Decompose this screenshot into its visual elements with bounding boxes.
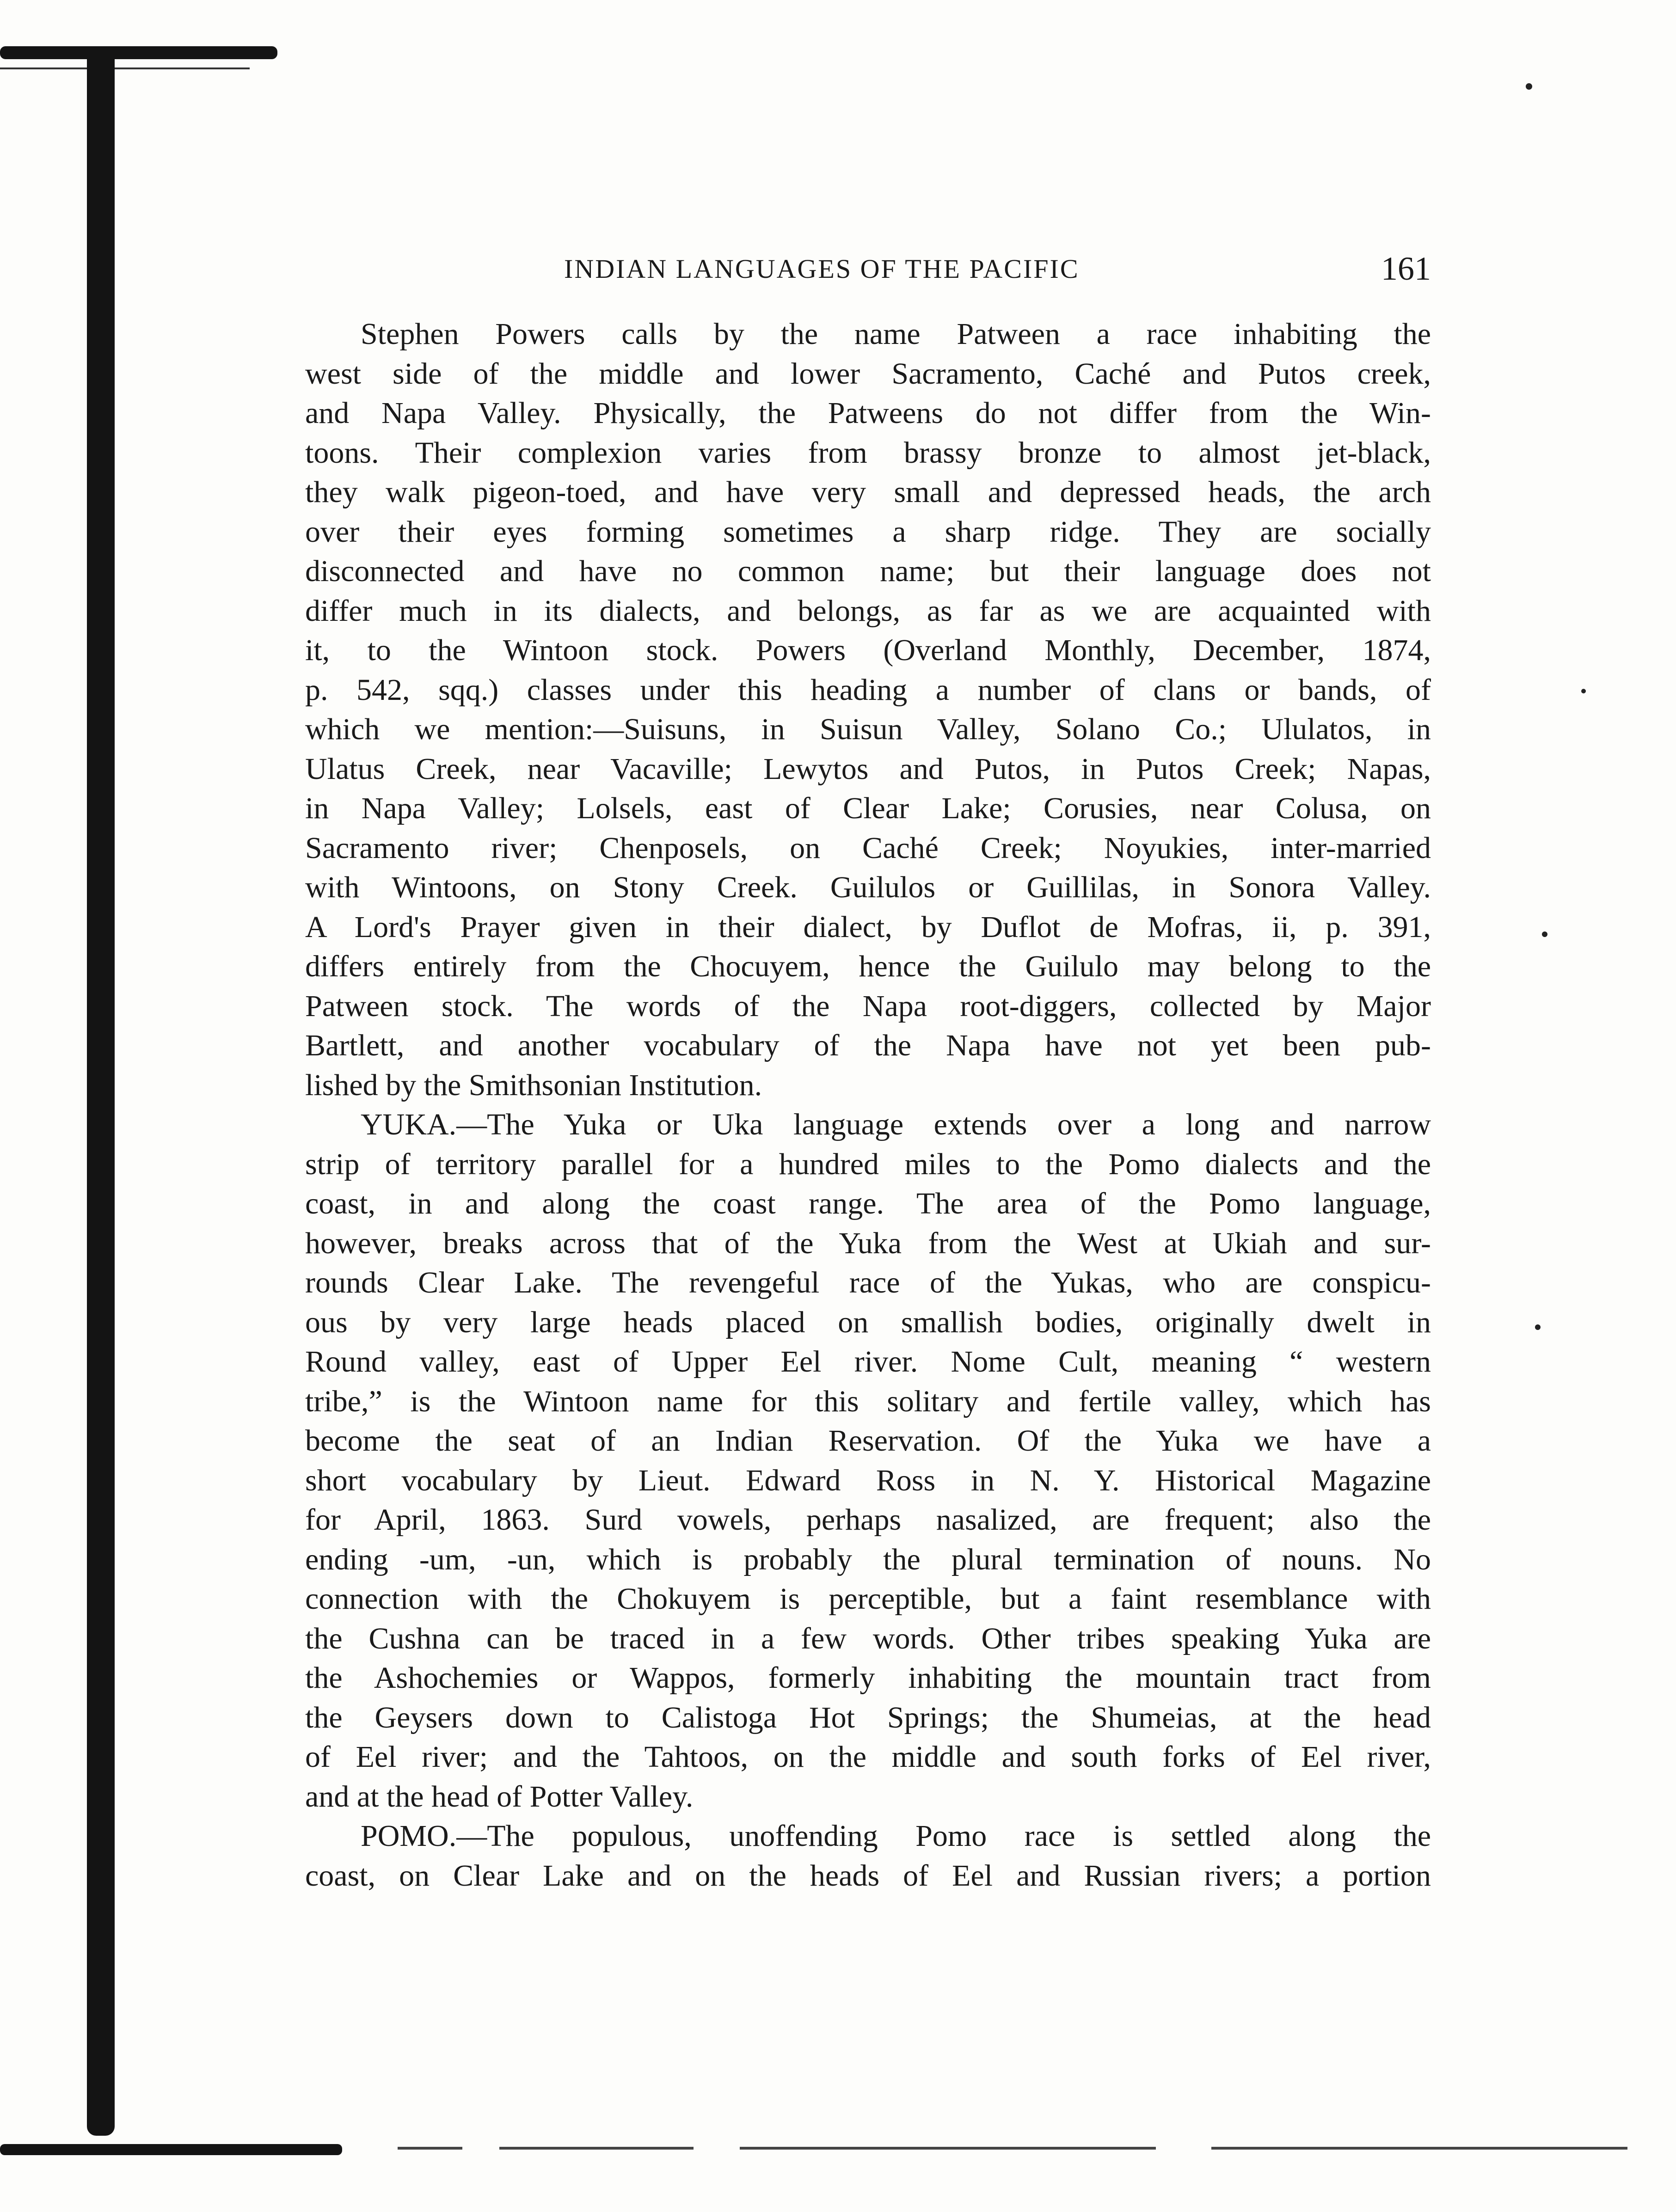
text-line: short vocabulary by Lieut. Edward Ross in N. Y. Historical Magazine bbox=[305, 1463, 1431, 1497]
text-line: become the seat of an Indian Reservation. Of the Yuka we have a bbox=[305, 1424, 1431, 1458]
running-title: INDIAN LANGUAGES OF THE PACIFIC bbox=[564, 254, 1080, 284]
text-line: Bartlett, and another vocabulary of the Napa have not yet been pub- bbox=[305, 1029, 1431, 1062]
binding-bottom-rule bbox=[0, 2144, 342, 2155]
text-line: it, to the Wintoon stock. Powers (Overland Monthly, December, 1874, bbox=[305, 633, 1431, 667]
text-line: and Napa Valley. Physically, the Patweens do not differ from the Win- bbox=[305, 396, 1431, 430]
text-line: differ much in its dialects, and belongs, as far as we are acquainted with bbox=[305, 594, 1431, 628]
text-line: Sacramento river; Chenposels, on Caché Creek; Noyukies, inter-married bbox=[305, 831, 1431, 865]
text-line: in Napa Valley; Lolsels, east of Clear Lake; Corusies, near Colusa, on bbox=[305, 791, 1431, 825]
text-line: POMO.—The populous, unoffending Pomo race is settled along the bbox=[361, 1819, 1431, 1853]
running-header bbox=[305, 250, 1431, 290]
bottom-dash bbox=[499, 2147, 694, 2150]
binding-top-rule bbox=[0, 46, 277, 59]
text-line: the Geysers down to Calistoga Hot Springs; the Shumeias, at the head bbox=[305, 1700, 1431, 1734]
text-line: strip of territory parallel for a hundred miles to the Pomo dialects and the bbox=[305, 1147, 1431, 1181]
text-line: the Cushna can be traced in a few words. Other tribes speaking Yuka are bbox=[305, 1621, 1431, 1655]
text-line: over their eyes forming sometimes a sharp ridge. They are socially bbox=[305, 515, 1431, 549]
scan-speck bbox=[1535, 1324, 1541, 1330]
text-line: tribe,” is the Wintoon name for this solitary and fertile valley, which has bbox=[305, 1384, 1431, 1418]
text-line: for April, 1863. Surd vowels, perhaps nasalized, are frequent; also the bbox=[305, 1503, 1431, 1537]
bottom-dash bbox=[740, 2147, 1156, 2150]
text-line: ous by very large heads placed on smallish bodies, originally dwelt in bbox=[305, 1305, 1431, 1339]
text-line: toons. Their complexion varies from brassy bronze to almost jet-black, bbox=[305, 435, 1431, 470]
text-line: the Ashochemies or Wappos, formerly inhabiting the mountain tract from bbox=[305, 1661, 1431, 1695]
text-line: coast, on Clear Lake and on the heads of Eel and Russian rivers; a portion bbox=[305, 1858, 1431, 1893]
text-line: with Wintoons, on Stony Creek. Guilulos or Guillilas, in Sonora Valley. bbox=[305, 870, 1431, 904]
text-line: coast, in and along the coast range. The area of the Pomo language, bbox=[305, 1187, 1431, 1220]
text-line: Stephen Powers calls by the name Patween a race inhabiting the bbox=[361, 317, 1431, 351]
text-line: however, breaks across that of the Yuka from the West at Ukiah and sur- bbox=[305, 1226, 1431, 1260]
bottom-dash bbox=[398, 2147, 462, 2150]
text-line: Patween stock. The words of the Napa root-diggers, collected by Major bbox=[305, 989, 1431, 1023]
text-line: which we mention:—Suisuns, in Suisun Valley, Solano Co.; Ululatos, in bbox=[305, 712, 1431, 746]
scan-speck bbox=[1526, 83, 1532, 90]
body-text bbox=[305, 314, 1431, 1895]
text-line: they walk pigeon-toed, and have very small and depressed heads, the arch bbox=[305, 475, 1431, 509]
text-line: YUKA.—The Yuka or Uka language extends over a long and narrow bbox=[361, 1108, 1431, 1141]
text-line: lished by the Smithsonian Institution. bbox=[305, 1068, 762, 1102]
text-line: Round valley, east of Upper Eel river. Nome Cult, meaning “ western bbox=[305, 1345, 1431, 1379]
text-line: and at the head of Potter Valley. bbox=[305, 1779, 694, 1814]
text-line: Ulatus Creek, near Vacaville; Lewytos and Putos, in Putos Creek; Napas, bbox=[305, 752, 1431, 786]
text-line: differs entirely from the Chocuyem, hence the Guilulo may belong to the bbox=[305, 950, 1431, 983]
scan-speck bbox=[1542, 931, 1547, 937]
binding-top-thin-rule bbox=[0, 67, 250, 69]
text-line: disconnected and have no common name; but their language does not bbox=[305, 554, 1431, 588]
scan-speck bbox=[1581, 689, 1586, 693]
page-number: 161 bbox=[1381, 250, 1431, 287]
text-line: west side of the middle and lower Sacramento, Caché and Putos creek, bbox=[305, 356, 1431, 391]
text-line: connection with the Chokuyem is perceptible, but a faint resemblance with bbox=[305, 1582, 1431, 1616]
text-line: A Lord's Prayer given in their dialect, by Duflot de Mofras, ii, p. 391, bbox=[305, 910, 1431, 944]
text-line: rounds Clear Lake. The revengeful race of the Yukas, who are conspicu- bbox=[305, 1266, 1431, 1299]
text-line: of Eel river; and the Tahtoos, on the middle and south forks of Eel river, bbox=[305, 1740, 1431, 1774]
text-line: ending -um, -un, which is probably the plural termination of nouns. No bbox=[305, 1542, 1431, 1576]
text-line: p. 542, sqq.) classes under this heading a number of clans or bands, of bbox=[305, 673, 1431, 707]
binding-edge bbox=[87, 46, 115, 2136]
bottom-dash bbox=[1211, 2147, 1627, 2150]
